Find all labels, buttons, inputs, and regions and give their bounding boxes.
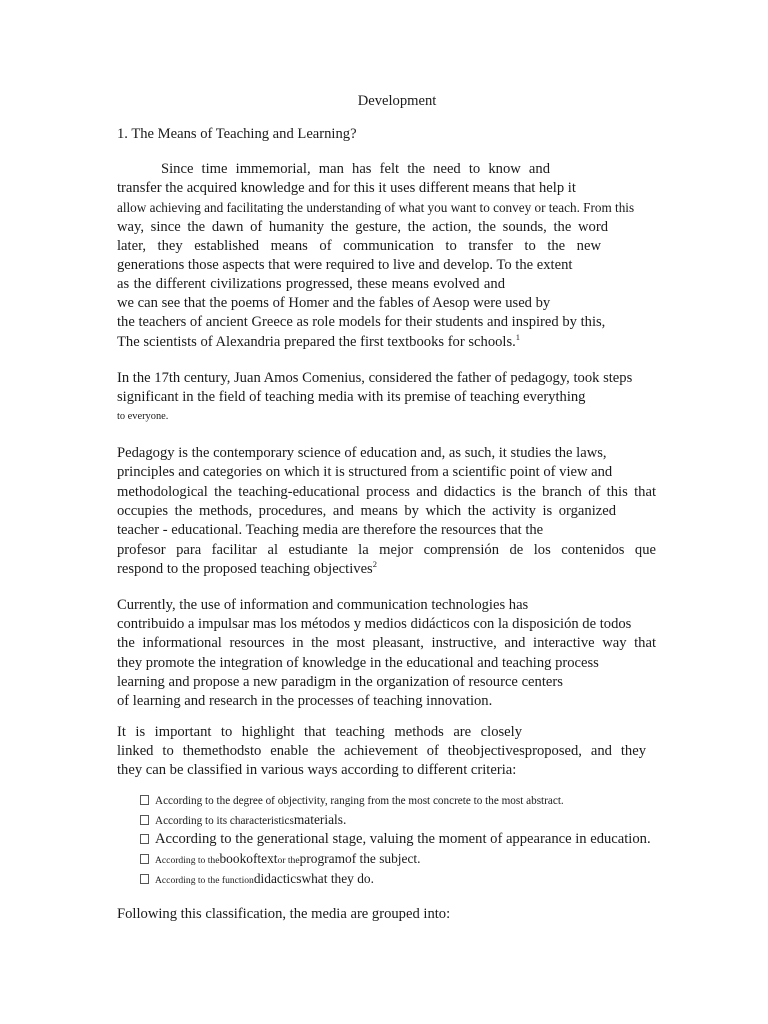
paragraph-line	[117, 333, 520, 352]
document-title: Development	[357, 93, 437, 109]
paragraph-line: to everyone.	[117, 411, 169, 422]
paragraph-line: methodological the teaching-educational process and didactics is the branch of this that	[117, 484, 656, 500]
footnote-reference: 2	[372, 559, 377, 569]
paragraph-line: contribuido a impulsar mas los métodos y medios didácticos con la disposición de todos	[117, 616, 632, 632]
list-item-text: of the subject.	[345, 851, 421, 866]
list-item-text: or the	[277, 855, 300, 866]
paragraph-line: generations those aspects that were required to live and develop. To the extent	[117, 257, 573, 273]
paragraph-line: Since time immemorial, man has felt the need to know and	[161, 161, 550, 177]
list-item-text: didactics	[253, 871, 302, 886]
list-item-text: what they do.	[301, 871, 374, 886]
list-item	[140, 849, 421, 870]
missing-glyph-box-icon	[140, 854, 149, 864]
list-item	[140, 830, 651, 849]
paragraph-line: Pedagogy is the contemporary science of education and, as such, it studies the laws,	[117, 445, 607, 461]
paragraph-line: occupies the methods, procedures, and means by which the activity is organized	[117, 503, 616, 519]
missing-glyph-box-icon	[140, 795, 149, 805]
list-item-text: According to the function	[155, 875, 254, 886]
paragraph-line: later, they established means of communication to transfer to the new	[117, 238, 601, 254]
paragraph-line: as the different civilizations progressed, these means evolved and	[117, 276, 505, 292]
paragraph-line: principles and categories on which it is structured from a scientific point of view and	[117, 464, 613, 480]
paragraph-line: linked to themethodsto enable the achievement of theobjectivesproposed, and they	[117, 743, 646, 759]
missing-glyph-box-icon	[140, 874, 149, 884]
paragraph-line: In the 17th century, Juan Amos Comenius, considered the father of pedagogy, took steps	[117, 370, 633, 386]
paragraph-line: way, since the dawn of humanity the gesture, the action, the sounds, the word	[117, 219, 608, 235]
closing-sentence: Following this classification, the media are grouped into:	[117, 906, 451, 922]
paragraph-line-text: The scientists of Alexandria prepared the first textbooks for schools.	[117, 334, 516, 350]
list-item	[140, 791, 564, 811]
paragraph-line: allow achieving and facilitating the understanding of what you want to convey or teach. From this	[117, 200, 635, 215]
paragraph-line: we can see that the poems of Homer and the fables of Aesop were used by	[117, 295, 551, 311]
list-item-text: According to the generational stage, valuing the moment of appearance in education.	[155, 831, 651, 847]
list-item	[140, 869, 374, 890]
missing-glyph-box-icon	[140, 834, 149, 844]
paragraph-line: learning and propose a new paradigm in the organization of resource centers	[117, 674, 563, 690]
footnote-reference: 1	[515, 332, 521, 342]
paragraph-line: they can be classified in various ways according to different criteria:	[117, 762, 517, 778]
list-item	[140, 810, 346, 831]
paragraph-line: Currently, the use of information and communication technologies has	[117, 597, 529, 613]
section-heading: 1. The Means of Teaching and Learning?	[117, 126, 357, 142]
list-item-text: materials.	[293, 812, 347, 827]
paragraph-line: teacher - educational. Teaching media are therefore the resources that the	[117, 522, 544, 538]
paragraph-line: the teachers of ancient Greece as role models for their students and inspired by this,	[117, 314, 606, 330]
list-item-text: According to the	[155, 855, 220, 866]
paragraph-line: profesor para facilitar al estudiante la mejor comprensión de los contenidos que	[117, 542, 656, 558]
list-item-text: program	[299, 851, 345, 866]
paragraph-line-text: respond to the proposed teaching objectives	[117, 561, 373, 577]
missing-glyph-box-icon	[140, 815, 149, 825]
paragraph-line: the informational resources in the most pleasant, instructive, and interactive way that	[117, 635, 656, 651]
list-item-text: According to its characteristics	[155, 815, 294, 827]
paragraph-line: It is important to highlight that teaching methods are closely	[117, 724, 522, 740]
paragraph-line: of learning and research in the processes of teaching innovation.	[117, 693, 493, 709]
list-item-text: bookoftext	[219, 851, 278, 866]
paragraph-line: significant in the field of teaching media with its premise of teaching everything	[117, 389, 586, 405]
paragraph-line: they promote the integration of knowledge in the educational and teaching process	[117, 655, 599, 671]
list-item-text: According to the degree of objectivity, ranging from the most concrete to the most abstract.	[155, 795, 564, 807]
paragraph-line: transfer the acquired knowledge and for this it uses different means that help it	[117, 180, 576, 196]
paragraph-line	[117, 560, 377, 579]
